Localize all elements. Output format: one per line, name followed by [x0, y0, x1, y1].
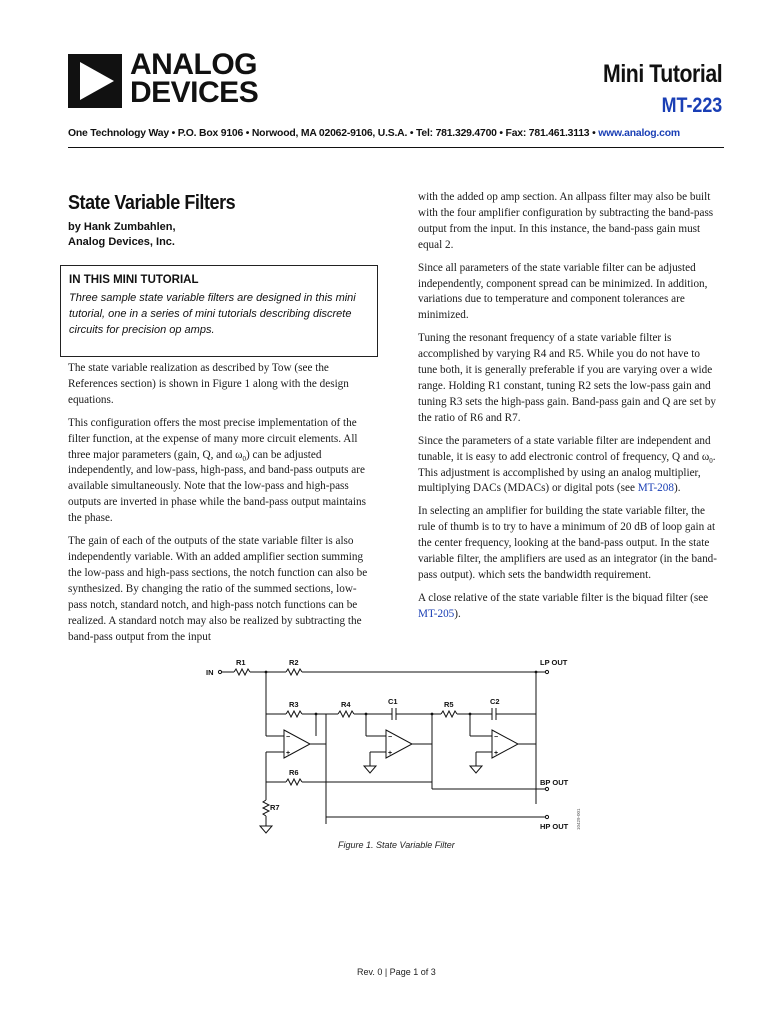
label-c2: C2 [490, 697, 500, 706]
logo-wordmark: ANALOG DEVICES [130, 48, 259, 109]
summary-box [60, 265, 378, 357]
label-r1: R1 [236, 658, 246, 667]
label-r6: R6 [289, 768, 299, 777]
label-r5: R5 [444, 700, 454, 709]
paragraph: The state variable realization as described by Tow (see the References section) is shown in Figure 1 along with the design equations. [68, 362, 349, 406]
svg-text:−: − [494, 734, 499, 741]
document-type: Mini Tutorial [602, 60, 722, 88]
company-address: One Technology Way • P.O. Box 9106 • Norwood, MA 02062-9106, U.S.A. • Tel: 781.329.4700 • Fax: 781.461.3113 • www.analog.com [68, 128, 680, 139]
page-title: State Variable Filters [68, 192, 236, 214]
svg-text:+: + [286, 750, 291, 757]
resistor-r5 [441, 711, 457, 717]
paragraph: Tuning the resonant frequency of a state variable filter is accomplished by varying R4 and R5. While you do not have to tune both, it is generally preferable if you are varying over a wide range. Holding R1 constant, tuning R2 sets the low-pass gain and tuning R3 sets the high-pass gain. Band-pass gain and Q are set by the ratio of R6 and R7. [418, 332, 716, 424]
summary-text: Three sample state variable filters are designed in this mini tutorial, one in a series of mini tutorials describing discrete circuits for precision op amps. [69, 292, 356, 336]
paragraph: A close relative of the state variable filter is the biquad filter (see MT-205). [418, 591, 709, 620]
label-r2: R2 [289, 658, 299, 667]
author-block: by Hank Zumbahlen, Analog Devices, Inc. [68, 221, 176, 248]
ground-icon [364, 766, 376, 773]
logo-triangle-icon [68, 54, 122, 108]
label-c1: C1 [388, 697, 398, 706]
ground-icon [470, 766, 482, 773]
svg-text:+: + [494, 750, 499, 757]
resistor-r4 [338, 711, 354, 717]
state-variable-filter-schematic [196, 654, 586, 836]
svg-text:+: + [388, 750, 393, 757]
mt-208-link[interactable]: MT-208 [637, 482, 674, 495]
ground-icon [260, 826, 272, 833]
label-r4: R4 [341, 700, 351, 709]
label-hp-out: HP OUT [540, 822, 569, 831]
label-bp-out: BP OUT [540, 778, 569, 787]
label-r3: R3 [289, 700, 299, 709]
paragraph: Since the parameters of a state variable filter are independent and tunable, it is easy to add electronic control of frequency, Q and $\omega_0$. This adjustment is accomplished by using an analog multiplier, multiplying DACs (MDACs) or digital pots (see MT-208). [418, 434, 716, 495]
paragraph: In selecting an amplifier for building the state variable filter, the rule of thumb is to try to have a minimum of 20 dB of loop gain at the center frequency, looking at the band-pass output. In the state variable filter, the amplifiers are used as an integrator (in the band-pass output). which sets the bandwidth requirement. [418, 505, 718, 581]
paragraph: This configuration offers the most precise implementation of the filter function, at the expense of many more circuit elements. All three major parameters (gain, Q, and $\omega_0$) can be adjusted independently, and low-pass, high-pass, and band-pass outputs are available simultaneously. Note that the low-pass and high-pass outputs are inverted in phase while the band-pass output maintains the phase. [68, 416, 366, 525]
label-r7: R7 [270, 803, 280, 812]
left-column [68, 361, 370, 652]
page-footer: Rev. 0 | Page 1 of 3 [357, 967, 436, 977]
paragraph: with the added op amp section. An allpass filter may also be built with the four amplifier configuration by subtracting the band-pass output from the input. In this instance, the band-pass gain must equal 2. [418, 191, 714, 251]
figure-id: 10429-001 [576, 808, 581, 830]
document-number: MT-223 [661, 94, 722, 117]
header-divider [68, 147, 724, 148]
resistor-r7 [263, 800, 269, 816]
resistor-r3 [286, 711, 302, 717]
resistor-r2 [286, 669, 302, 675]
svg-text:−: − [388, 734, 393, 741]
paragraph: Since all parameters of the state variable filter can be adjusted independently, component spread can be minimized. In addition, variations due to temperature and component tolerances are minimized. [418, 261, 708, 322]
paragraph: The gain of each of the outputs of the state variable filter is also independently variable. With an added amplifier section summing the low-pass and high-pass sections, the notch function can also be synthesized. By changing the ratio of the summed sections, low-pass notch, standard notch, and high-pass notch functions can be realized. A standard notch may also be realized by subtracting the band-pass output from the input [68, 535, 368, 643]
right-column [418, 190, 720, 630]
mt-205-link[interactable]: MT-205 [418, 607, 455, 620]
analog-devices-logo [68, 48, 268, 113]
resistor-r6 [286, 779, 302, 785]
figure-caption: Figure 1. State Variable Filter [338, 840, 455, 850]
label-in: IN [206, 668, 214, 677]
svg-text:−: − [286, 734, 291, 741]
website-link[interactable]: www.analog.com [598, 128, 680, 139]
label-lp-out: LP OUT [540, 658, 568, 667]
resistor-r1 [234, 669, 250, 675]
summary-heading: IN THIS MINI TUTORIAL [69, 274, 199, 286]
